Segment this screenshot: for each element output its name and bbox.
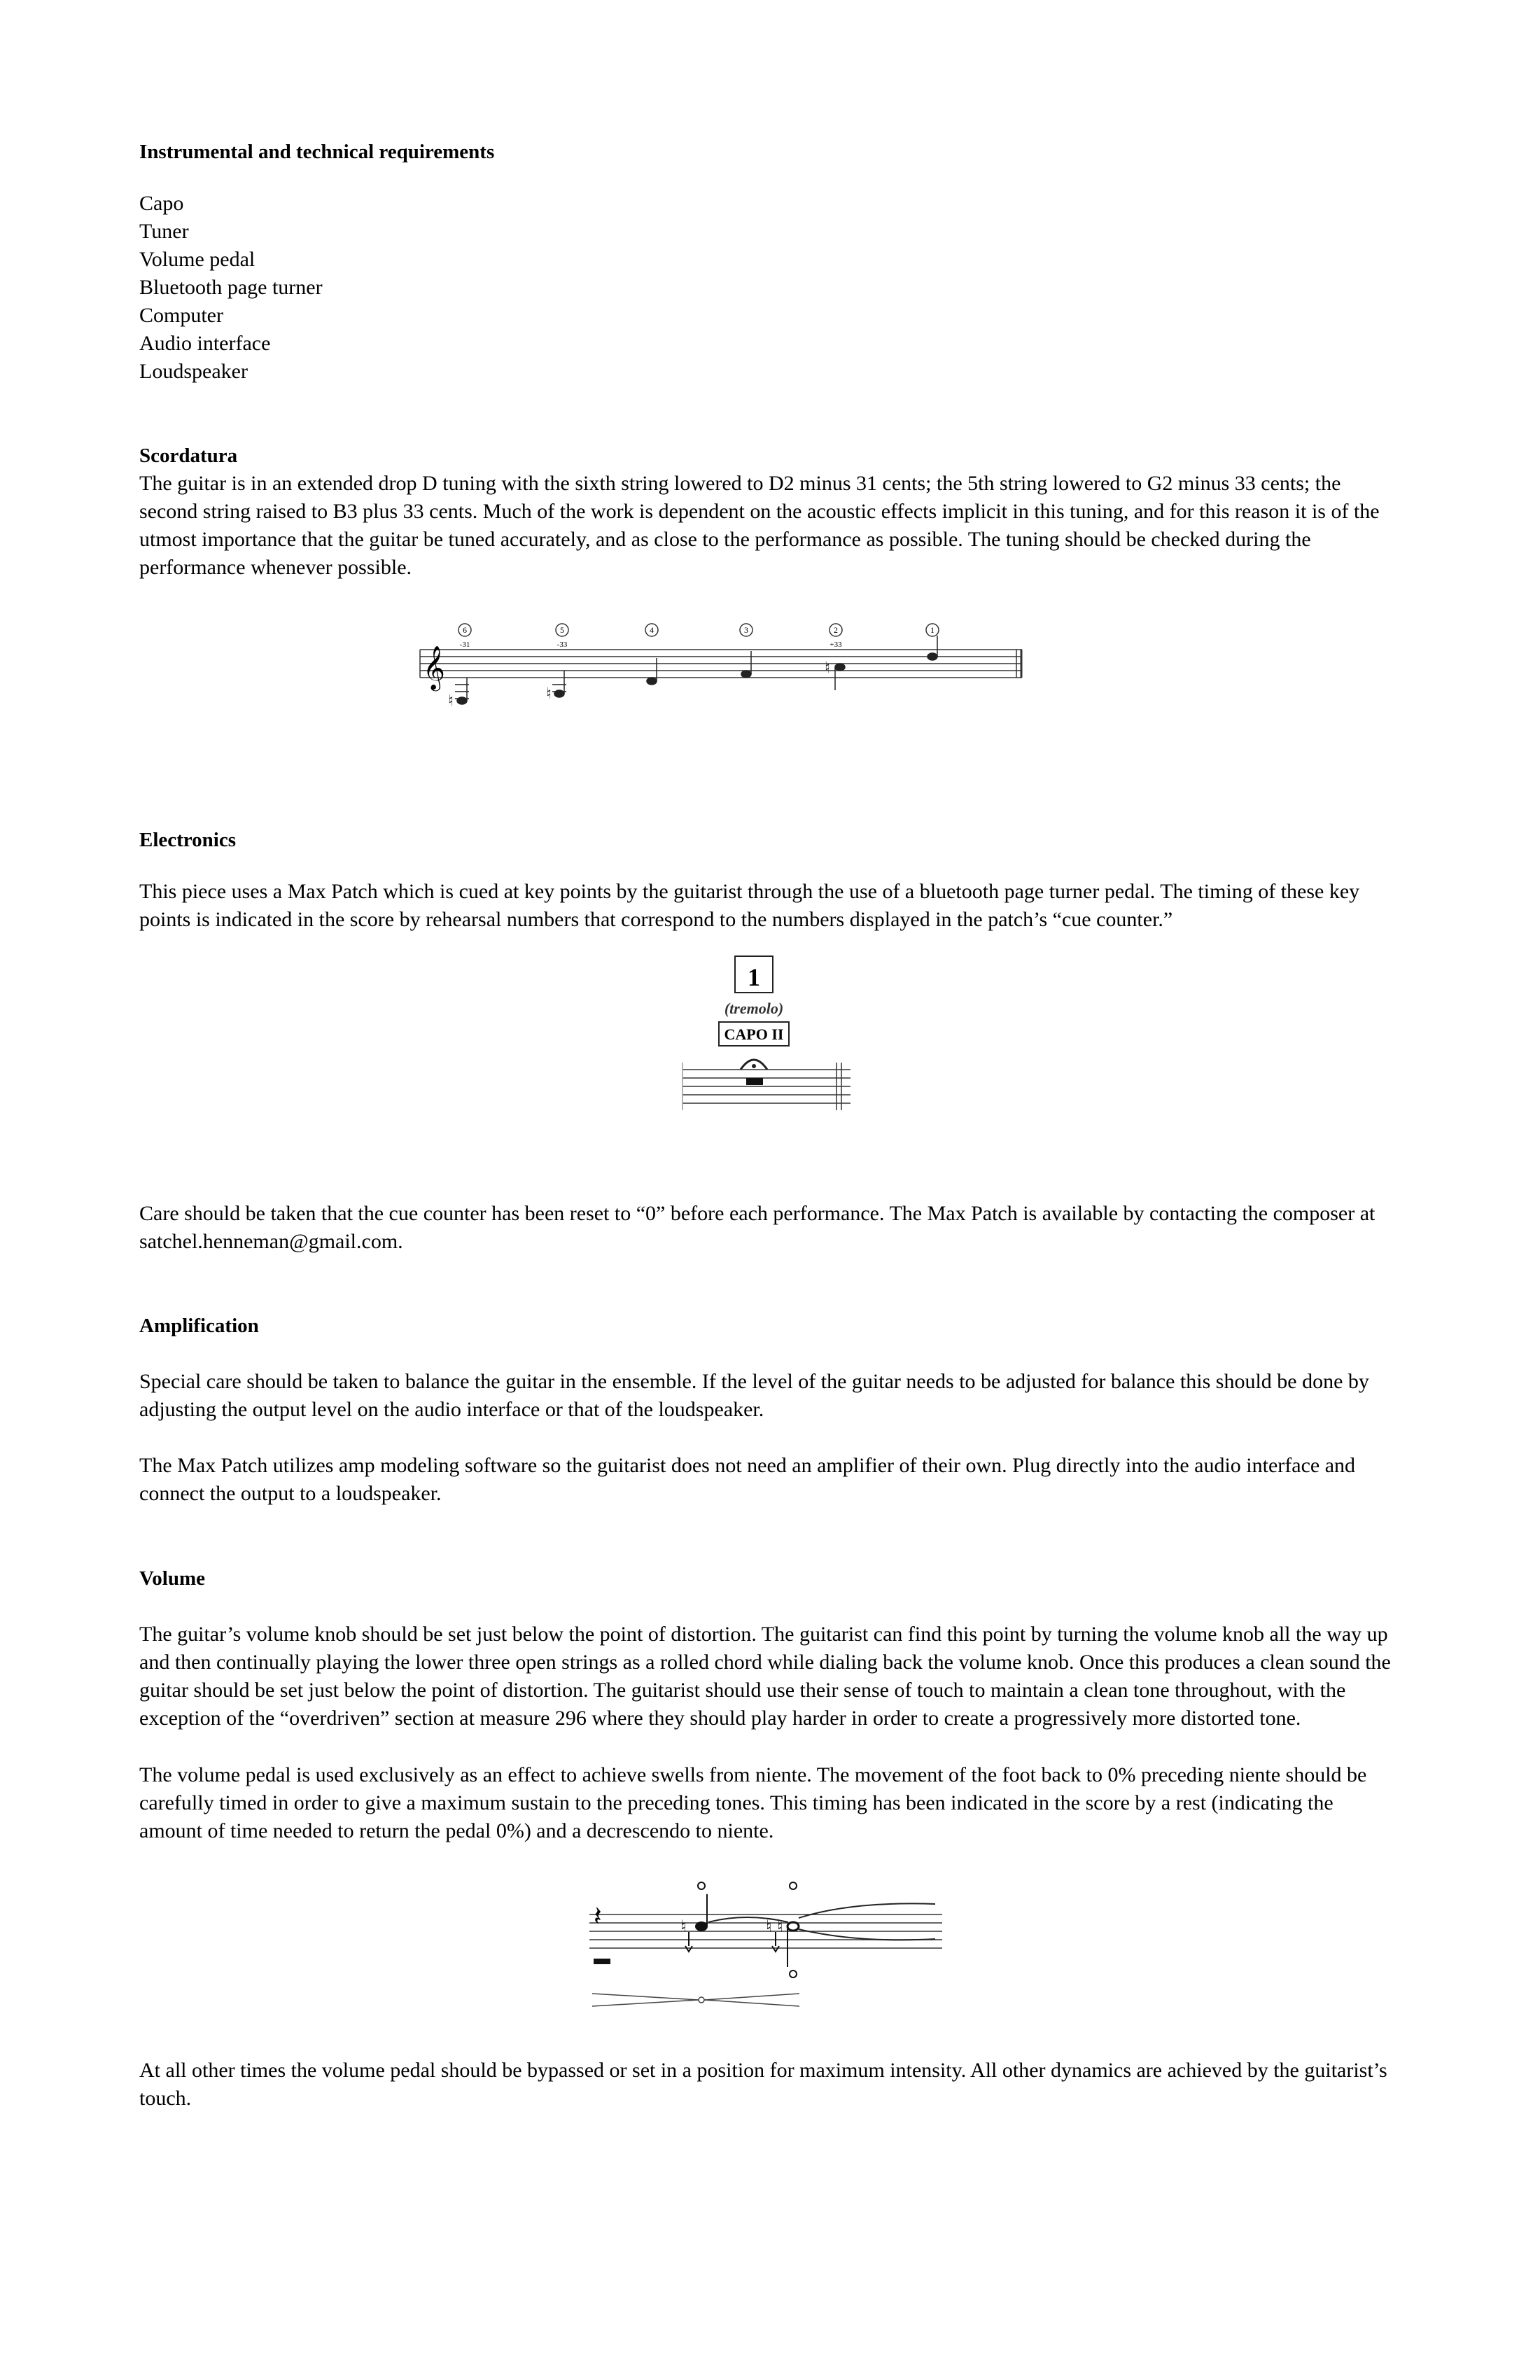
whole-rest-icon	[746, 1078, 763, 1085]
string-number: 4	[650, 625, 654, 635]
electronics-paragraph-1: This piece uses a Max Patch which is cued at key points by the guitarist through the use of a bluetooth page turner pedal. The timing of these key points is indicated in the score by rehearsal numbers that correspond to the numbers displayed in the patch’s “cue counter.”	[139, 880, 1360, 931]
list-item: Bluetooth page turner	[139, 276, 323, 299]
cue-note: (tremolo)	[724, 1000, 784, 1017]
electronics-heading: Electronics	[139, 829, 236, 851]
scordatura-tuning-staff	[413, 616, 1029, 721]
svg-text:♮: ♮	[546, 685, 552, 702]
string-number: 1	[930, 625, 934, 635]
quarter-rest-icon: 𝄽	[594, 1902, 602, 1931]
string-number: 6	[463, 625, 467, 635]
list-item: Loudspeaker	[139, 360, 248, 383]
cue-number: 1	[748, 963, 760, 991]
cent-mark: -33	[556, 640, 568, 649]
svg-text:♮: ♮	[766, 1918, 772, 1936]
amplification-paragraph-1: Special care should be taken to balance the guitar in the ensemble. If the level of the guitar needs to be adjusted for balance this should be done by adjusting the output level on the audio interface or that of the loudspeaker.	[139, 1370, 1369, 1421]
rest-icon	[594, 1959, 610, 1964]
amplification-heading: Amplification	[139, 1315, 259, 1337]
svg-text:♮: ♮	[825, 659, 830, 676]
string-number: 3	[744, 625, 748, 635]
volume-paragraph-2: The volume pedal is used exclusively as an effect to achieve swells from niente. The movement of the foot back to 0% preceding niente should be carefully timed in order to give a maximum sustain to the preceding tones. This timing has been indicated in the score by a rest (indicating the amount of time needed to return the pedal 0%) and a decrescendo to niente.	[139, 1763, 1367, 1842]
capo-label: CAPO II	[724, 1026, 784, 1043]
volume-heading: Volume	[139, 1567, 205, 1590]
list-item: Volume pedal	[139, 248, 255, 271]
cent-mark: +33	[830, 640, 842, 649]
hairpin-icon	[592, 1994, 799, 2006]
svg-text:♮: ♮	[777, 1918, 783, 1936]
volume-pedal-example-staff	[585, 1876, 949, 2016]
requirements-heading: Instrumental and technical requirements	[139, 141, 495, 163]
list-item: Computer	[139, 304, 223, 327]
svg-text:♮: ♮	[448, 692, 454, 709]
electronics-paragraph-2: Care should be taken that the cue counter has been reset to “0” before each performance. The Max Patch is available by contacting the composer at satchel.henneman@gmail.com.	[139, 1202, 1376, 1253]
list-item: Tuner	[139, 220, 189, 243]
treble-clef-icon: 𝄞	[423, 647, 445, 689]
requirements-list	[139, 190, 323, 386]
string-number: 5	[560, 625, 564, 635]
volume-paragraph-3: At all other times the volume pedal should be bypassed or set in a position for maximum intensity. All other dynamics are achieved by the guitarist’s touch.	[139, 2059, 1387, 2110]
scordatura-heading: Scordatura	[139, 444, 238, 467]
svg-text:♮: ♮	[680, 1918, 687, 1936]
cent-mark: -31	[459, 640, 470, 649]
list-item: Capo	[139, 192, 184, 215]
cue-example-staff	[672, 952, 861, 1127]
amplification-paragraph-2: The Max Patch utilizes amp modeling software so the guitarist does not need an amplifier of their own. Plug directly into the audio interface and connect the output to a loudspeaker.	[139, 1454, 1356, 1505]
scordatura-paragraph: The guitar is in an extended drop D tuning with the sixth string lowered to D2 minus 31 cents; the 5th string lowered to G2 minus 33 cents; the second string raised to B3 plus 33 cents. Much of the work is dependent on the acoustic effects implicit in this tuning, and for this reason it is of the utmost importance that the guitar be tuned accurately, and as close to the performance as possible. The tuning should be checked during the performance whenever possible.	[139, 472, 1380, 579]
list-item: Audio interface	[139, 332, 271, 355]
string-number: 2	[834, 625, 838, 635]
volume-paragraph-1: The guitar’s volume knob should be set just below the point of distortion. The guitarist can find this point by turning the volume knob all the way up and then continually playing the lower three open strings as a rolled chord while dialing back the volume knob. Once this produces a clean sound the guitar should be set just below the point of distortion. The guitarist should use their sense of touch to maintain a clean tone throughout, with the exception of the “overdriven” section at measure 296 where they should play harder in order to create a progressively more distorted tone.	[139, 1623, 1391, 1730]
